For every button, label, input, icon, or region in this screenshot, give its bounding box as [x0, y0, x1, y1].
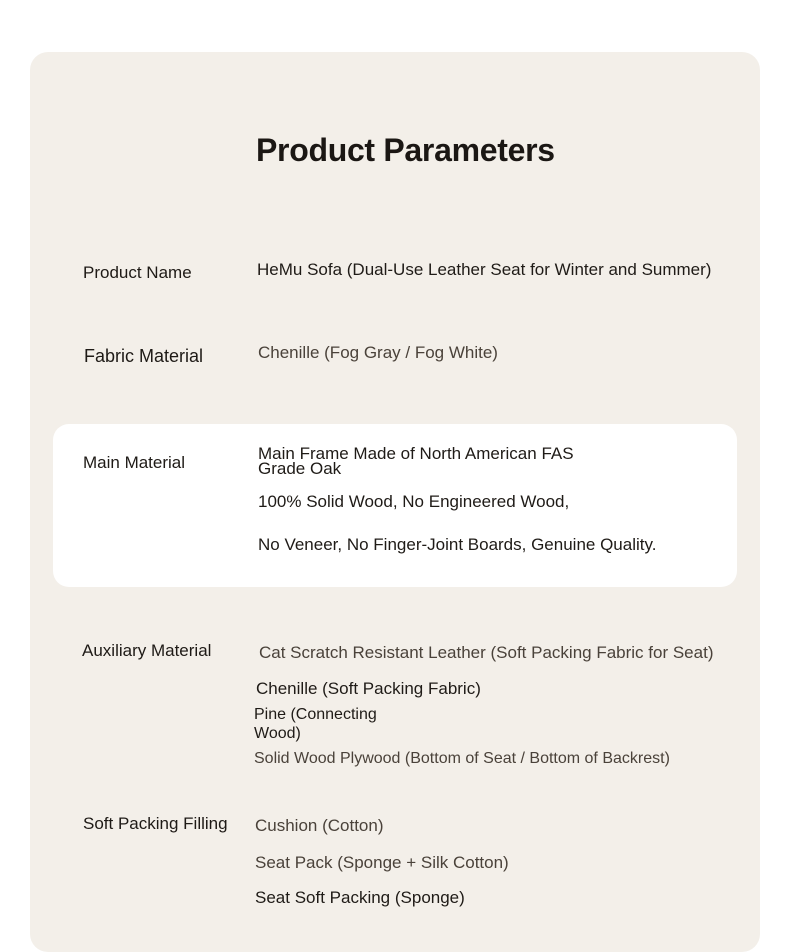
value-fabric-material: Chenille (Fog Gray / Fog White): [258, 343, 498, 362]
value-soft-packing-2: Seat Pack (Sponge + Silk Cotton): [255, 853, 509, 872]
label-soft-packing-filling: Soft Packing Filling: [83, 814, 228, 833]
value-auxiliary-material-3: Pine (Connecting Wood): [254, 706, 377, 742]
label-product-name: Product Name: [83, 263, 192, 282]
label-fabric-material: Fabric Material: [84, 346, 204, 366]
page-title: Product Parameters: [256, 132, 555, 168]
value-main-material-2: 100% Solid Wood, No Engineered Wood,: [258, 492, 570, 511]
value-main-material-1: Main Frame Made of North American FAS Grade Oak: [258, 444, 574, 478]
value-main-material-3: No Veneer, No Finger-Joint Boards, Genuine Quality.: [258, 535, 657, 554]
value-soft-packing-3: Seat Soft Packing (Sponge): [255, 888, 465, 907]
value-product-name: HeMu Sofa (Dual-Use Leather Seat for Winter and Summer): [257, 260, 712, 279]
value-auxiliary-material-4: Solid Wood Plywood (Bottom of Seat / Bottom of Backrest): [254, 750, 670, 767]
value-auxiliary-material-2: Chenille (Soft Packing Fabric): [256, 679, 481, 698]
value-soft-packing-1: Cushion (Cotton): [255, 816, 384, 835]
label-main-material: Main Material: [83, 453, 186, 472]
label-auxiliary-material: Auxiliary Material: [82, 641, 212, 660]
value-auxiliary-material-1: Cat Scratch Resistant Leather (Soft Packing Fabric for Seat): [259, 643, 714, 662]
